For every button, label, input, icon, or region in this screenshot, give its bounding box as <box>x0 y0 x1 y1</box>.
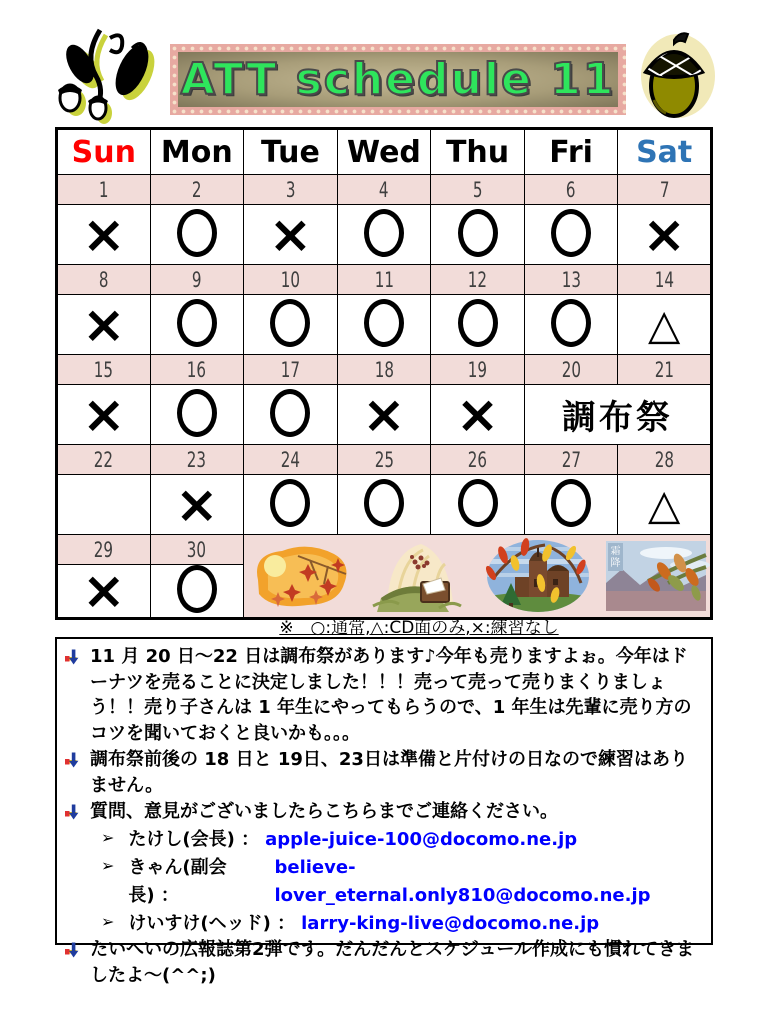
x-symbol: × <box>268 204 313 265</box>
date-row-week-2 <box>57 265 712 295</box>
date-cell <box>150 535 244 565</box>
date-number: 15 <box>94 357 114 382</box>
symbol-cell <box>524 475 618 535</box>
symbol-row-week-3 <box>57 385 712 445</box>
date-cell <box>244 175 338 205</box>
symbol-cell <box>337 475 431 535</box>
circle-symbol <box>177 565 217 613</box>
contact-row <box>101 854 705 910</box>
date-cell <box>431 265 525 295</box>
circle-symbol <box>458 479 498 527</box>
autumn-images-cell <box>244 535 712 619</box>
note-item <box>63 799 705 825</box>
date-number: 24 <box>280 447 301 472</box>
date-cell <box>431 355 525 385</box>
date-number: 30 <box>187 537 207 562</box>
symbol-row-week-4 <box>57 475 712 535</box>
contact-email: larry-king-live@docomo.ne.jp <box>301 912 600 934</box>
acorn-icon <box>634 30 718 122</box>
symbol-cell <box>57 205 151 265</box>
triangle-symbol: △ <box>648 299 681 349</box>
date-number: 9 <box>192 267 202 292</box>
page-title: ATT schedule 11 <box>180 54 616 105</box>
date-number: 5 <box>472 177 483 202</box>
festival-cell: 調布祭 <box>524 385 711 445</box>
contact-arrow-icon: ➢ <box>101 911 115 931</box>
symbol-cell <box>57 385 151 445</box>
symbol-cell <box>337 295 431 355</box>
date-cell <box>524 175 618 205</box>
symbol-cell <box>244 475 338 535</box>
date-cell <box>150 445 244 475</box>
arrow-bullet-icon <box>65 752 81 768</box>
note-text: 調布祭前後の 18 日と 19日、23日は準備と片付けの日なので練習はありません。 <box>90 749 688 796</box>
symbol-cell <box>150 295 244 355</box>
day-header-row <box>57 129 712 175</box>
symbol-cell <box>524 295 618 355</box>
circle-symbol <box>177 299 217 347</box>
symbol-cell <box>618 475 712 535</box>
symbol-cell <box>244 385 338 445</box>
date-number: 3 <box>285 177 296 202</box>
arrow-bullet-icon <box>65 942 81 958</box>
date-cell <box>337 265 431 295</box>
date-cell <box>57 355 151 385</box>
symbol-cell <box>431 205 525 265</box>
date-cell <box>337 355 431 385</box>
contact-arrow-icon: ➢ <box>101 827 115 847</box>
title-banner-inner <box>178 52 618 107</box>
x-symbol: × <box>455 384 500 445</box>
symbol-cell <box>431 475 525 535</box>
note-text: 11 月 20 日～22 日は調布祭があります♪今年も売りますよぉ。今年はドーナツを売ることに決定しました！！！売って売って売りまくりましょう！！売り子さんは 1 年生にやってもらうので、1 年生は先輩に売り方のコツを聞いておくと良いかも。。。 <box>90 646 692 744</box>
contact-label: たけし(会長) ： <box>128 828 260 850</box>
arrow-bullet-icon <box>65 804 81 820</box>
symbol-cell <box>244 295 338 355</box>
note-item <box>63 747 705 798</box>
circle-symbol <box>551 299 591 347</box>
acorn-branch-leaves-icon <box>40 28 168 126</box>
day-header-sat: Sat <box>618 129 712 175</box>
contact-email: apple-juice-100@docomo.ne.jp <box>265 828 578 850</box>
symbol-cell <box>150 205 244 265</box>
date-cell <box>337 175 431 205</box>
circle-symbol <box>364 209 404 257</box>
date-cell <box>524 355 618 385</box>
date-cell <box>431 175 525 205</box>
date-row-week-5 <box>57 535 712 565</box>
date-number: 11 <box>374 267 394 292</box>
date-number: 6 <box>566 177 576 202</box>
x-symbol: × <box>81 204 126 265</box>
date-cell <box>57 265 151 295</box>
triangle-symbol: △ <box>648 479 681 529</box>
date-number: 10 <box>280 267 301 292</box>
date-cell <box>244 445 338 475</box>
note-text: たいへいの広報誌第2弾です。だんだんとスケジュール作成にも慣れてきましたよ～(^^;) <box>90 939 695 986</box>
symbol-cell <box>57 561 151 621</box>
date-cell <box>244 265 338 295</box>
date-cell <box>618 175 712 205</box>
circle-symbol <box>177 389 217 437</box>
symbol-cell <box>150 475 244 535</box>
date-cell <box>618 265 712 295</box>
date-number: 1 <box>98 177 109 202</box>
symbol-cell <box>150 385 244 445</box>
symbol-cell <box>618 295 712 355</box>
date-number: 7 <box>659 177 670 202</box>
legend-text: ※ ○:通常,△:CD面のみ,×:練習なし <box>279 618 559 638</box>
date-number: 16 <box>187 357 207 382</box>
contact-email: believe-lover_eternal.only810@docomo.ne.jp <box>274 856 651 906</box>
symbol-row-week-2 <box>57 295 712 355</box>
date-number: 21 <box>654 357 674 382</box>
date-cell <box>244 355 338 385</box>
symbol-cell <box>618 205 712 265</box>
frost-season-branch-icon <box>606 541 706 611</box>
x-symbol: × <box>175 474 219 535</box>
date-number: 4 <box>379 177 389 202</box>
date-number: 13 <box>561 267 581 292</box>
date-number: 2 <box>192 177 202 202</box>
date-cell <box>618 355 712 385</box>
contact-label: けいすけ(ヘッド) ： <box>128 912 296 934</box>
circle-symbol <box>458 299 498 347</box>
autumn-field-basket-icon <box>369 540 469 612</box>
symbol-legend <box>55 613 713 638</box>
date-cell <box>150 265 244 295</box>
circle-symbol <box>364 299 404 347</box>
date-row-week-1 <box>57 175 712 205</box>
date-cell <box>57 535 151 565</box>
date-cell <box>57 175 151 205</box>
date-cell <box>524 265 618 295</box>
symbol-cell <box>431 295 525 355</box>
symbol-cell <box>244 205 338 265</box>
date-cell <box>150 355 244 385</box>
contact-row <box>101 826 705 854</box>
date-number: 17 <box>280 357 301 382</box>
date-number: 27 <box>561 447 581 472</box>
date-cell <box>431 445 525 475</box>
circle-symbol <box>551 209 591 257</box>
arrow-bullet-icon <box>65 649 81 665</box>
symbol-cell <box>337 205 431 265</box>
contact-arrow-icon: ➢ <box>101 855 115 875</box>
circle-symbol <box>177 209 217 257</box>
date-cell <box>524 445 618 475</box>
frost-caption-text: 霜 <box>610 546 621 557</box>
contact-label: きゃん(副会長) ： <box>128 856 227 906</box>
date-number: 20 <box>561 357 581 382</box>
symbol-cell <box>431 385 525 445</box>
x-symbol: × <box>81 294 126 355</box>
date-cell <box>618 445 712 475</box>
autumn-castle-leaves-icon <box>485 539 591 613</box>
date-number: 22 <box>94 447 114 472</box>
schedule-calendar-table <box>55 127 713 620</box>
date-number: 25 <box>374 447 394 472</box>
date-number: 8 <box>98 267 109 292</box>
date-cell <box>150 175 244 205</box>
symbol-cell <box>150 565 244 619</box>
date-number: 28 <box>654 447 674 472</box>
date-cell <box>57 445 151 475</box>
autumn-clipart-strip <box>244 537 710 615</box>
autumn-leaves-moon-icon <box>248 540 354 612</box>
day-header-thu: Thu <box>431 129 525 175</box>
date-row-week-3 <box>57 355 712 385</box>
date-number: 18 <box>374 357 394 382</box>
symbol-cell <box>337 385 431 445</box>
date-number: 19 <box>467 357 488 382</box>
date-number: 23 <box>187 447 207 472</box>
date-number: 26 <box>467 447 488 472</box>
date-number: 14 <box>654 267 674 292</box>
day-header-wed: Wed <box>337 129 431 175</box>
circle-symbol <box>270 299 310 347</box>
contact-row <box>101 910 705 938</box>
note-item <box>63 937 705 988</box>
x-symbol: × <box>642 204 686 265</box>
notes-box <box>55 637 713 986</box>
symbol-row-week-1 <box>57 205 712 265</box>
x-symbol: × <box>81 561 126 621</box>
note-text: 質問、意見がございましたらこちらまでご連絡ください。 <box>90 801 558 823</box>
title-banner <box>170 44 626 115</box>
circle-symbol <box>270 479 310 527</box>
date-cell <box>337 445 431 475</box>
circle-symbol <box>270 389 310 437</box>
day-header-fri: Fri <box>524 129 618 175</box>
symbol-cell <box>524 205 618 265</box>
day-header-sun: Sun <box>57 129 151 175</box>
yellow-empty-cell <box>57 475 151 535</box>
x-symbol: × <box>362 384 406 445</box>
day-header-tue: Tue <box>244 129 338 175</box>
date-number: 12 <box>467 267 488 292</box>
date-number: 29 <box>94 537 114 562</box>
circle-symbol <box>458 209 498 257</box>
symbol-cell <box>57 295 151 355</box>
note-item <box>63 644 705 746</box>
day-header-mon: Mon <box>150 129 244 175</box>
x-symbol: × <box>81 384 126 445</box>
svg-text:降: 降 <box>610 558 621 569</box>
date-row-week-4 <box>57 445 712 475</box>
circle-symbol <box>551 479 591 527</box>
circle-symbol <box>364 479 404 527</box>
